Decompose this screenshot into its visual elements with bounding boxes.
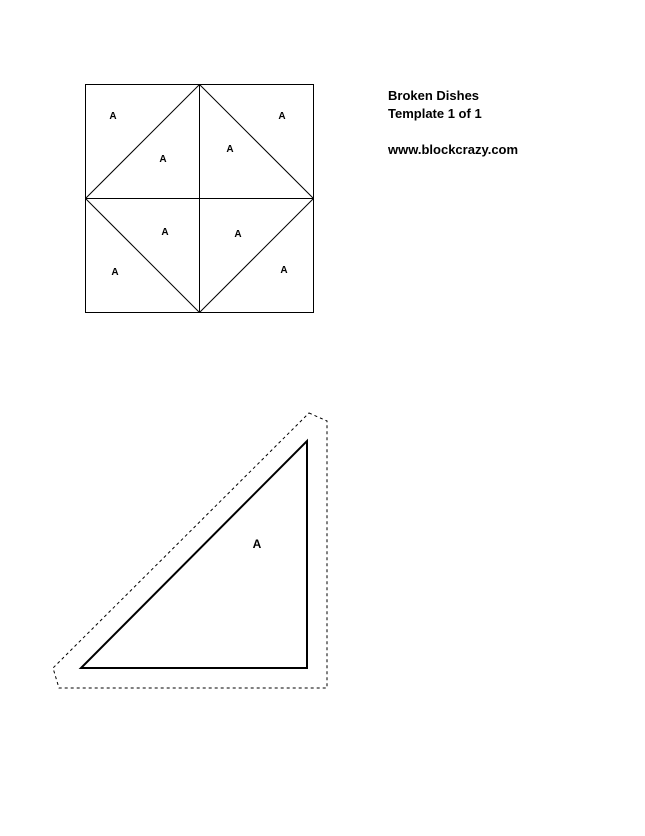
patch-label: A — [234, 229, 242, 240]
website-url: www.blockcrazy.com — [388, 142, 519, 157]
patch-label: A — [109, 111, 117, 122]
template-count: Template 1 of 1 — [388, 106, 482, 121]
patch-label: A — [161, 227, 169, 238]
template-piece-label: A — [252, 537, 262, 551]
template-piece-a — [53, 413, 327, 688]
template-header — [388, 87, 518, 159]
patch-label: A — [159, 154, 167, 165]
patch-label: A — [280, 265, 288, 276]
block-diagonal-bottom-right — [200, 199, 314, 313]
cutting-line-triangle — [81, 441, 307, 668]
patch-label: A — [111, 267, 119, 278]
block-diagonal-bottom-left — [86, 199, 200, 313]
block-diagonal-top-right — [200, 85, 314, 199]
seam-allowance-outline — [53, 413, 327, 688]
patch-label: A — [278, 111, 286, 122]
block-diagonal-top-left — [86, 85, 200, 199]
page-title: Broken Dishes — [388, 88, 480, 103]
patch-label: A — [226, 144, 234, 155]
block-patch-labels — [109, 111, 287, 278]
